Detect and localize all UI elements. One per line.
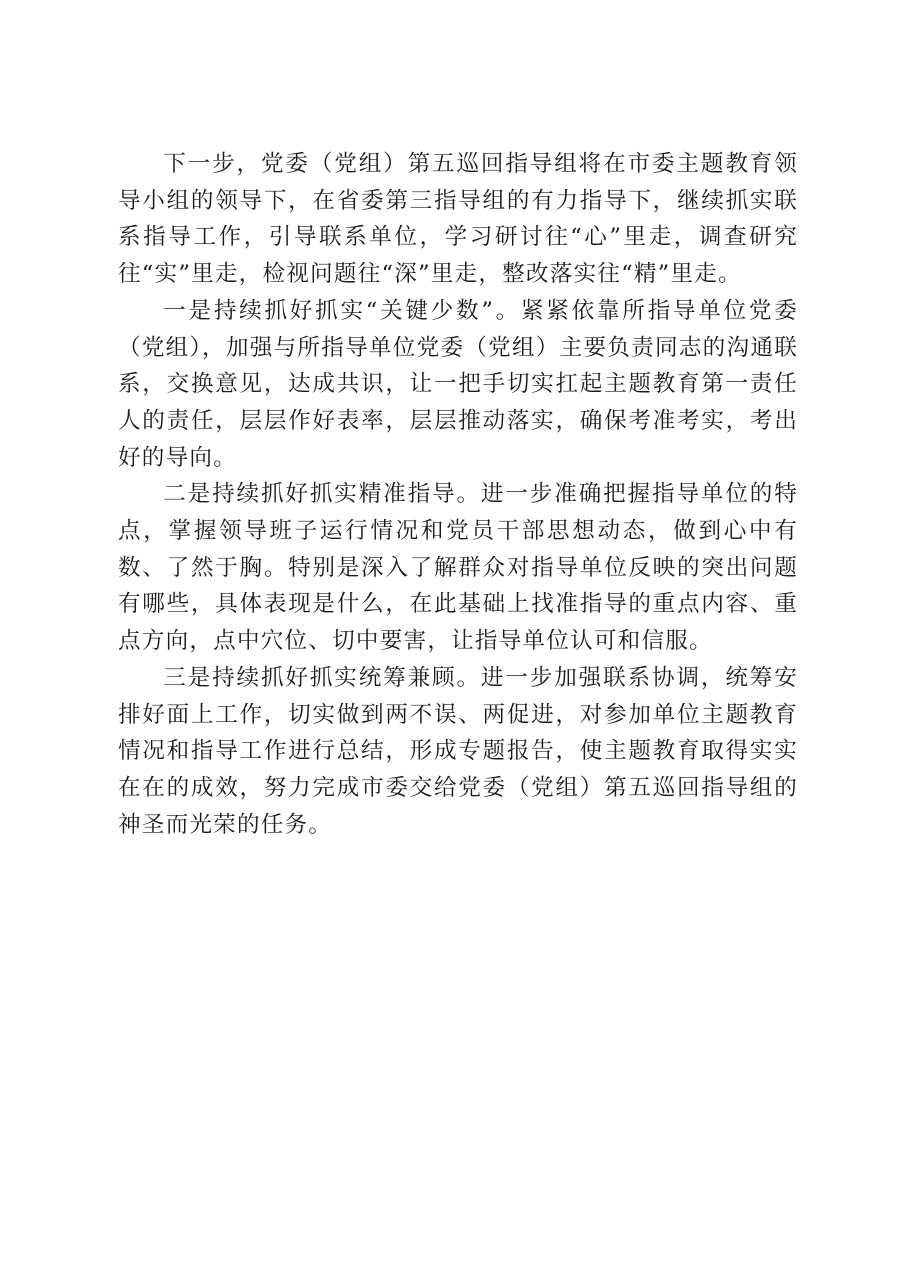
- paragraph-precise-guidance: 二是持续抓好抓实精准指导。进一步准确把握指导单位的特点，掌握领导班子运行情况和党员干部思想动态，做到心中有数、了然于胸。特别是深入了解群众对指导单位反映的突出问题有哪些，具体表现是什么，在此基础上找准指导的重点内容、重点方向，点中穴位、切中要害，让指导单位认可和信服。: [118, 481, 798, 655]
- document-body: [118, 146, 798, 843]
- paragraph-overall-planning: 三是持续抓好抓实统筹兼顾。进一步加强联系协调，统筹安排好面上工作，切实做到两不误、两促进，对参加单位主题教育情况和指导工作进行总结，形成专题报告，使主题教育取得实实在在的成效，努力完成市委交给党委（党组）第五巡回指导组的神圣而光荣的任务。: [118, 664, 798, 838]
- paragraph-next-steps: 下一步，党委（党组）第五巡回指导组将在市委主题教育领导小组的领导下，在省委第三指导组的有力指导下，继续抓实联系指导工作，引导联系单位，学习研讨往“心”里走，调查研究往“实”里走，检视问题往“深”里走，整改落实往“精”里走。: [118, 151, 798, 288]
- paragraph-key-minority: 一是持续抓好抓实“关键少数”。紧紧依靠所指导单位党委（党组），加强与所指导单位党委（党组）主要负责同志的沟通联系，交换意见，达成共识，让一把手切实扛起主题教育第一责任人的责任，层层作好表率，层层推动落实，确保考准考实，考出好的导向。: [118, 297, 798, 471]
